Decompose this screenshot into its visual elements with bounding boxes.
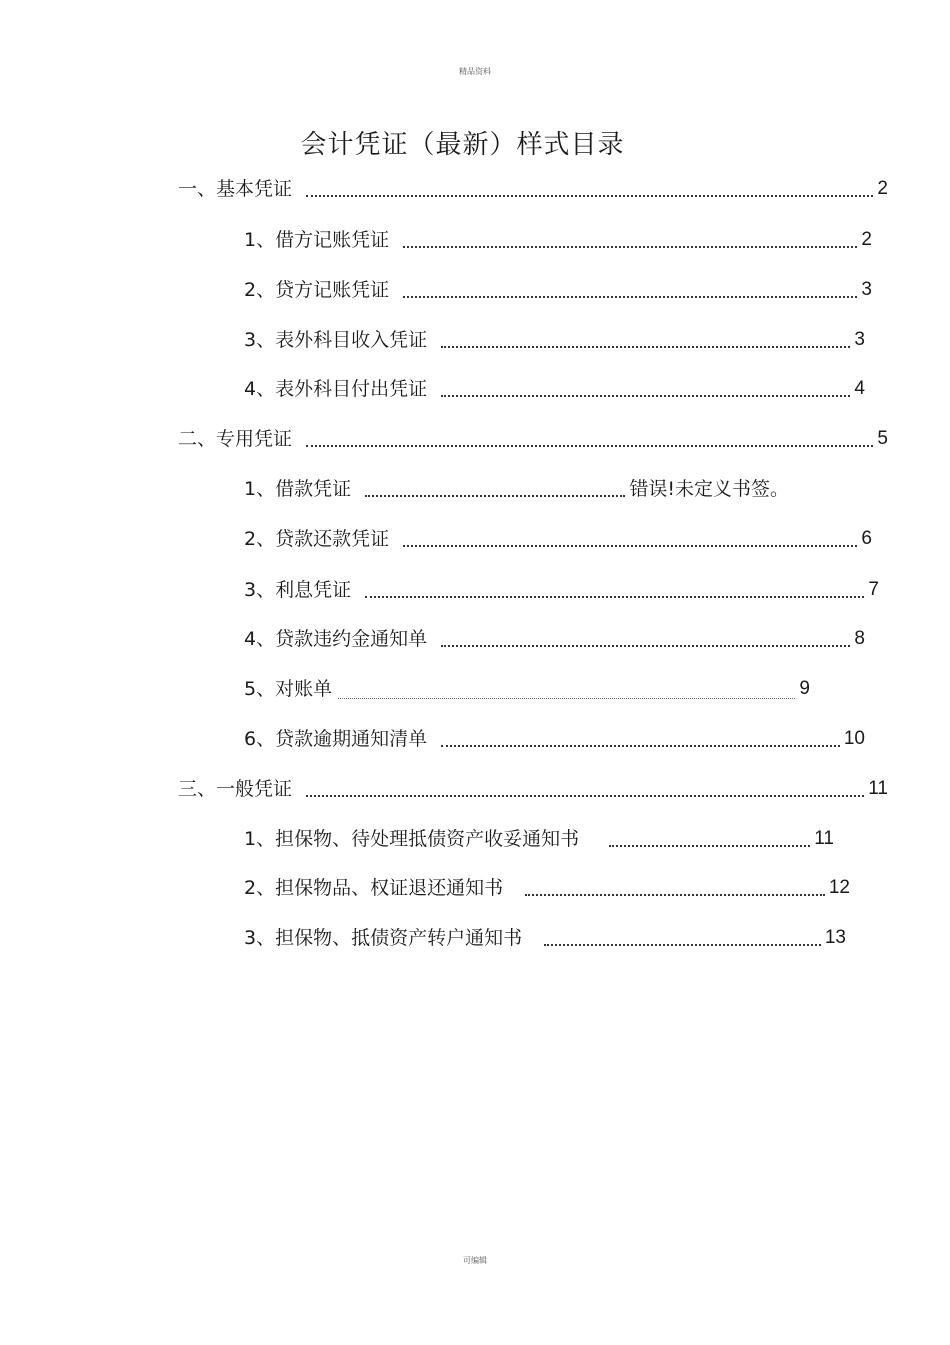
toc-item-label: 2、贷方记账凭证 bbox=[244, 279, 390, 301]
toc-leader-dots bbox=[441, 745, 840, 747]
toc-item[interactable] bbox=[244, 526, 872, 552]
toc-page-number: 11 bbox=[814, 828, 834, 849]
toc-item-label: 1、借方记账凭证 bbox=[244, 229, 390, 251]
toc-item-label: 1、担保物、待处理抵债资产收妥通知书 bbox=[244, 828, 580, 850]
toc-item[interactable] bbox=[244, 626, 865, 652]
toc-item-label: 2、担保物品、权证退还通知书 bbox=[244, 877, 504, 899]
toc-page-number: 13 bbox=[824, 927, 846, 948]
toc-leader-dots bbox=[365, 596, 864, 598]
toc-item-label: 3、担保物、抵债资产转户通知书 bbox=[244, 927, 523, 949]
toc-page-number: 10 bbox=[843, 728, 865, 749]
toc-leader-dots bbox=[403, 246, 857, 248]
toc-item-label: 4、表外科目付出凭证 bbox=[244, 378, 428, 400]
toc-item[interactable] bbox=[244, 327, 865, 353]
toc-section-label: 二、专用凭证 bbox=[178, 428, 293, 450]
toc-page-number: 7 bbox=[868, 579, 879, 600]
toc-page-number: 6 bbox=[861, 528, 872, 549]
toc-leader-dots bbox=[338, 698, 795, 699]
toc-page-number: 9 bbox=[799, 678, 810, 699]
page-footer-note: 可编辑 bbox=[463, 1256, 487, 1265]
document-title: 会计凭证（最新）样式目录 bbox=[300, 130, 625, 160]
toc-item[interactable] bbox=[244, 826, 834, 852]
toc-page-number: 11 bbox=[868, 778, 888, 799]
toc-section-basic[interactable] bbox=[178, 176, 888, 202]
toc-item[interactable] bbox=[244, 676, 810, 702]
page-header-note: 精品资料 bbox=[459, 67, 491, 76]
toc-item-label: 3、表外科目收入凭证 bbox=[244, 329, 428, 351]
toc-item[interactable] bbox=[244, 925, 846, 951]
toc-page-number: 5 bbox=[877, 428, 888, 449]
toc-leader-dots bbox=[306, 795, 864, 797]
toc-page-number: 4 bbox=[854, 378, 865, 399]
toc-item-label: 5、对账单 bbox=[244, 678, 333, 700]
toc-leader-dots bbox=[365, 495, 625, 497]
toc-page-number: 3 bbox=[861, 279, 872, 300]
toc-leader-dots bbox=[403, 296, 857, 298]
toc-page-number: 2 bbox=[877, 178, 888, 199]
toc-item-label: 6、贷款逾期通知清单 bbox=[244, 728, 428, 750]
toc-item[interactable] bbox=[244, 277, 872, 303]
toc-section-special[interactable] bbox=[178, 426, 888, 452]
toc-leader-dots bbox=[544, 944, 821, 946]
toc-bookmark-error: 错误!未定义书签。 bbox=[629, 478, 789, 500]
toc-item[interactable] bbox=[244, 476, 789, 502]
toc-leader-dots bbox=[403, 545, 857, 547]
toc-item-label: 2、贷款还款凭证 bbox=[244, 528, 390, 550]
toc-leader-dots bbox=[609, 845, 810, 847]
toc-leader-dots bbox=[441, 346, 850, 348]
toc-item-label: 1、借款凭证 bbox=[244, 478, 352, 500]
toc-section-label: 三、一般凭证 bbox=[178, 778, 293, 800]
toc-page-number: 3 bbox=[854, 329, 865, 350]
toc-page-number: 12 bbox=[828, 877, 850, 898]
toc-section-general[interactable] bbox=[178, 776, 888, 802]
toc-item[interactable] bbox=[244, 726, 865, 752]
toc-leader-dots bbox=[306, 195, 873, 197]
toc-item[interactable] bbox=[244, 227, 872, 253]
toc-item[interactable] bbox=[244, 577, 879, 603]
toc-item-label: 4、贷款违约金通知单 bbox=[244, 628, 428, 650]
toc-item-label: 3、利息凭证 bbox=[244, 579, 352, 601]
toc-leader-dots bbox=[525, 894, 825, 896]
toc-item[interactable] bbox=[244, 875, 850, 901]
toc-page-number: 2 bbox=[861, 229, 872, 250]
toc-page-number: 8 bbox=[854, 628, 865, 649]
toc-leader-dots bbox=[441, 395, 850, 397]
toc-item[interactable] bbox=[244, 376, 865, 402]
toc-section-label: 一、基本凭证 bbox=[178, 178, 293, 200]
toc-leader-dots bbox=[306, 445, 873, 447]
toc-leader-dots bbox=[441, 645, 850, 647]
